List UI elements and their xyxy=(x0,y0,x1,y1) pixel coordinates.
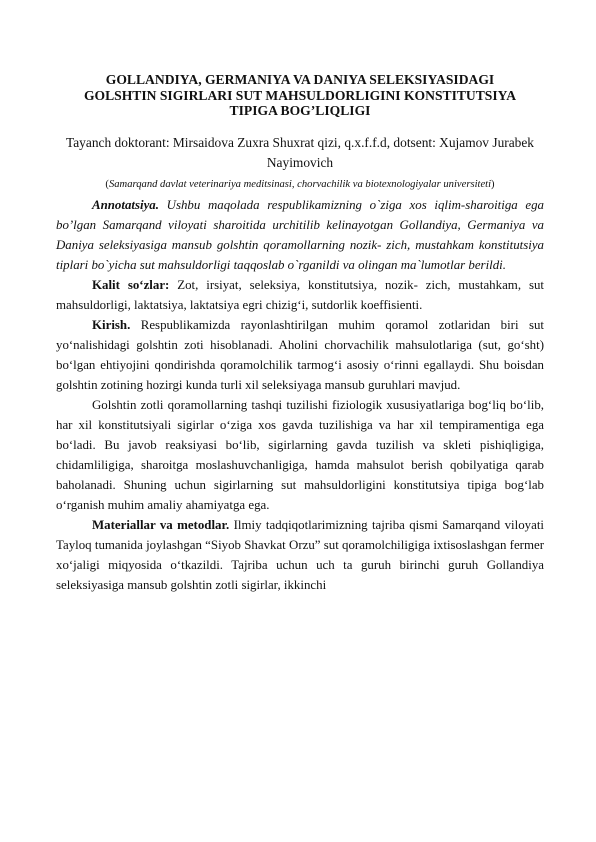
keywords-text: Zot, irsiyat, seleksiya, konstitutsiya, nozik- zich, mustahkam, sut mahsuldorligi, laktatsiya, laktatsiya egri chizig‘i, sutdorlik koeffisienti. xyxy=(56,277,544,312)
body-paragraph: Golshtin zotli qoramollarning tashqi tuzilishi fiziologik xususiyatlariga bog‘liq bo‘lib, har xil konstitutsiyali sigirlar o‘ziga xos gavda tuzilishiga va har xil tempiramentiga ega bo‘ladi. Bu javob reaksiyasi bo‘lib, sigirlarning gavda tuzilish va skleti pishiqligiga, chidamliligiga, sharoitga moslashuvchanligiga, hamda mahsulot berish qobilyatiga qarab baholanadi. Shuning uchun sigirlarning sut mahsuldorligini konstitutsiya tipiga bog‘lab o‘rganish muhim amaliy ahamiyatga ega. xyxy=(56,397,544,512)
intro-label: Kirish. xyxy=(92,317,131,332)
paper-title xyxy=(56,72,544,119)
intro-paragraph xyxy=(56,315,544,395)
methods-label: Materiallar va metodlar. xyxy=(92,517,230,532)
keywords-label: Kalit so‘zlar: xyxy=(92,277,170,292)
methods-text: Ilmiy tadqiqotlarimizning tajriba qismi Samarqand viloyati Tayloq tumanida joylashgan “Siyob Shavkat Orzu” sut qoramolchiligiga ixtisoslashgan fermer xo‘jaligi miqyosida o‘tkazildi. Tajriba uchun uch ta guruh birinchi guruh Gollandiya seleksiyasiga mansub golshtin zotli sigirlar, ikkinchi xyxy=(56,517,544,592)
paper-page xyxy=(56,72,544,595)
affiliation: (Samarqand davlat veterinariya meditsinasi, chorvachilik va biotexnologiyalar universiteti) xyxy=(105,178,495,190)
abstract-text: Ushbu maqolada respublikamizning o`ziga xos iqlim-sharoitiga ega bo’lgan Samarqand viloyati sharoitida urchitilib kelinayotgan Gollandiya, Germaniya va Daniya seleksiyasiga mansub golshtin qoramollarning nozik- zich, mustahkam konstitutsiya tiplari bo`yicha sut mahsuldorligi taqqoslab o`rganildi va olingan ma`lumotlar berildi. xyxy=(56,197,544,272)
abstract-paragraph xyxy=(56,195,544,275)
affiliation-text: Samarqand davlat veterinariya meditsinasi, chorvachilik va biotexnologiyalar universiteti xyxy=(108,178,492,190)
abstract-label: Annotatsiya. xyxy=(92,197,159,212)
title-line: TIPIGA BOG’LIQLIGI xyxy=(229,103,371,118)
title-line: GOLSHTIN SIGIRLARI SUT MAHSULDORLIGINI KONSTITUTSIYA xyxy=(83,87,517,103)
title-line: GOLLANDIYA, GERMANIYA VA DANIYA SELEKSIYASIDAGI xyxy=(105,72,495,87)
intro-text: Respublikamizda rayonlashtirilgan muhim qoramol zotlaridan biri sut yo‘nalishidagi golshtin zoti hisoblanadi. Aholini chorvachilik mahsulotlariga (sut, go‘sht) bo‘lgan ehtiyojini qondirishda qoramolchilik tarmog‘i asosiy o‘rinni egallaydi. Shu boisdan golshtin zotining hozirgi kunda turli xil seleksiyaga mansub guruhlari mavjud. xyxy=(56,317,544,392)
keywords-paragraph xyxy=(56,275,544,315)
methods-paragraph xyxy=(56,515,544,595)
author-line: Tayanch doktorant: Mirsaidova Zuxra Shuxrat qizi, q.x.f.f.d, dotsent: Xujamov Jurabek Nayimovich xyxy=(66,134,534,170)
